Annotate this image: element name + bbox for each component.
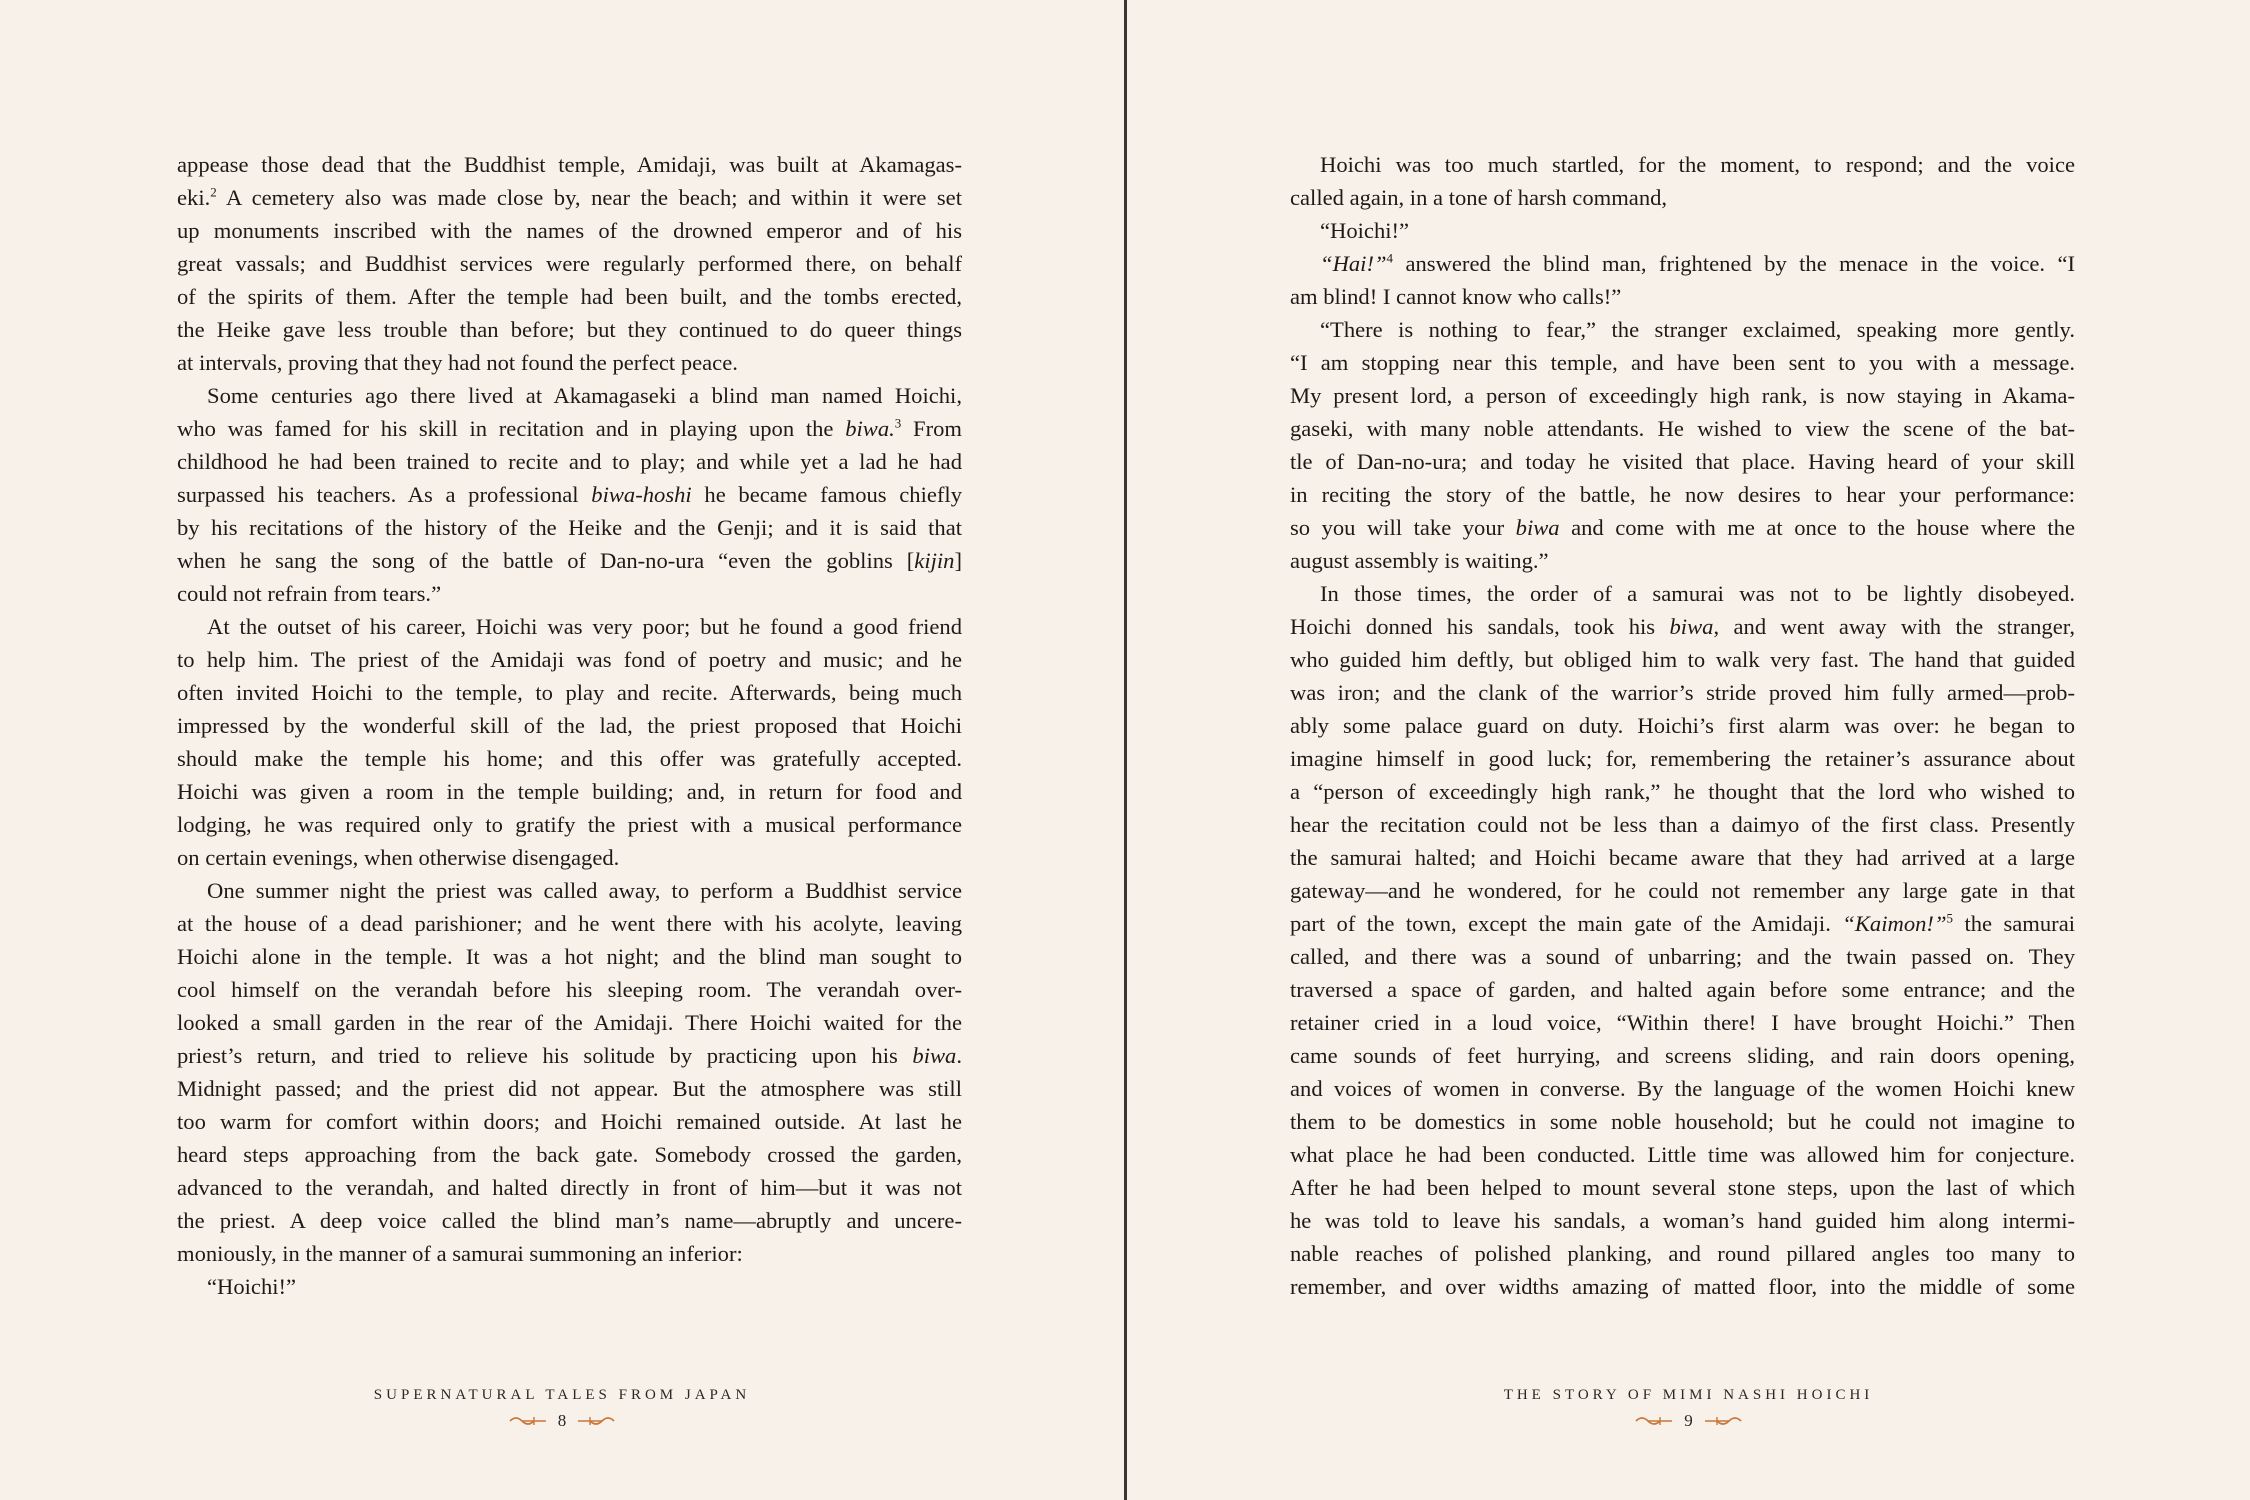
text-line: moniously, in the manner of a samurai summoning an inferior: — [177, 1241, 743, 1266]
text-line: nable reaches of polished planking, and round pillared angles too many to — [1290, 1241, 2075, 1266]
right-body-text — [1290, 148, 2075, 1303]
text-line: the Heike gave less trouble than before; but they continued to do queer things — [177, 317, 962, 342]
page-number: 9 — [1684, 1411, 1693, 1430]
text-line: eki.$^2$ A cemetery also was made close by, near the beach; and within it were set — [177, 184, 962, 210]
text-line: a “person of exceedingly high rank,” he thought that the lord who wished to — [1290, 779, 2075, 804]
text-line: appease those dead that the Buddhist temple, Amidaji, was built at Akamagas- — [177, 152, 962, 177]
text-line: tle of Dan-no-ura; and today he visited that place. Having heard of your skill — [1290, 449, 2075, 474]
text-line: lodging, he was required only to gratify the priest with a musical performance — [177, 812, 962, 837]
text-line: who was famed for his skill in recitation and in playing upon the biwa.$^3$ From — [177, 415, 962, 441]
page-number: 8 — [557, 1411, 567, 1430]
text-line: advanced to the verandah, and halted directly in front of him—but it was not — [177, 1175, 962, 1200]
text-line: imagine himself in good luck; for, remembering the retainer’s assurance about — [1290, 746, 2075, 771]
text-line: Hoichi donned his sandals, took his biwa, and went away with the stranger, — [1290, 614, 2076, 639]
text-line: gaseki, with many noble attendants. He wished to view the scene of the bat- — [1290, 416, 2075, 441]
ornament-right-icon — [576, 1413, 616, 1429]
ornament-left-icon — [1634, 1413, 1674, 1429]
text-line: when he sang the song of the battle of Dan-no-ura “even the goblins [kijin] — [177, 548, 962, 573]
text-line: Hoichi was given a room in the temple building; and, in return for food and — [177, 779, 962, 804]
right-page — [1127, 0, 2250, 1500]
text-line: he was told to leave his sandals, a woman’s hand guided him along intermi- — [1290, 1208, 2075, 1233]
text-line: often invited Hoichi to the temple, to play and recite. Afterwards, being much — [177, 680, 962, 705]
text-line: After he had been helped to mount several stone steps, upon the last of which — [1290, 1175, 2075, 1200]
text-line: impressed by the wonderful skill of the lad, the priest proposed that Hoichi — [177, 713, 962, 738]
text-line: the priest. A deep voice called the blind man’s name—abruptly and uncere- — [177, 1208, 962, 1233]
text-line: surpassed his teachers. As a professional biwa-hoshi he became famous chiefly — [177, 482, 962, 507]
text-line: of the spirits of them. After the temple had been built, and the tombs erected, — [177, 284, 962, 309]
ornament-left-icon — [508, 1413, 548, 1429]
text-line: “Hoichi!” — [207, 1274, 297, 1299]
text-line: what place he had been conducted. Little time was allowed him for conjecture. — [1290, 1142, 2075, 1167]
text-line: gateway—and he wondered, for he could not remember any large gate in that — [1290, 878, 2075, 903]
text-line: too warm for comfort within doors; and Hoichi remained outside. At last he — [177, 1109, 962, 1134]
text-line: “I am stopping near this temple, and have been sent to you with a message. — [1290, 350, 2075, 375]
text-line: Midnight passed; and the priest did not appear. But the atmosphere was still — [177, 1076, 962, 1101]
footnote-ref[interactable]: 4 — [1386, 250, 1394, 266]
ornament-right-icon — [1703, 1413, 1743, 1429]
text-line: looked a small garden in the rear of the Amidaji. There Hoichi waited for the — [177, 1010, 962, 1035]
left-page — [0, 0, 1124, 1500]
text-line: My present lord, a person of exceedingly high rank, is now staying in Akama- — [1290, 383, 2075, 408]
text-line: “Hai!”$^4$ answered the blind man, frightened by the menace in the voice. “I — [1320, 250, 2076, 276]
text-line: At the outset of his career, Hoichi was very poor; but he found a good friend — [207, 614, 962, 639]
text-line: could not refrain from tears.” — [177, 581, 442, 606]
text-line: Some centuries ago there lived at Akamagaseki a blind man named Hoichi, — [207, 383, 962, 408]
text-line: priest’s return, and tried to relieve his solitude by practicing upon his biwa. — [177, 1043, 962, 1068]
text-line: “Hoichi!” — [1320, 218, 1410, 243]
text-line: remember, and over widths amazing of matted floor, into the middle of some — [1290, 1274, 2075, 1299]
text-line: ably some palace guard on duty. Hoichi’s first alarm was over: he began to — [1290, 713, 2075, 738]
text-line: to help him. The priest of the Amidaji was fond of poetry and music; and he — [177, 647, 962, 672]
text-line: hear the recitation could not be less than a daimyo of the first class. Presently — [1290, 812, 2075, 837]
text-line: In those times, the order of a samurai was not to be lightly disobeyed. — [1320, 581, 2075, 606]
text-line: cool himself on the verandah before his sleeping room. The verandah over- — [177, 977, 962, 1002]
running-head: THE STORY OF MIMI NASHI HOICHI — [1503, 1387, 1874, 1403]
text-line: the samurai halted; and Hoichi became aware that they had arrived at a large — [1290, 845, 2075, 870]
text-line: One summer night the priest was called away, to perform a Buddhist service — [207, 878, 962, 903]
text-line: august assembly is waiting.” — [1290, 548, 1549, 573]
text-line: and voices of women in converse. By the language of the women Hoichi knew — [1290, 1076, 2075, 1101]
text-line: great vassals; and Buddhist services were regularly performed there, on behalf — [177, 251, 962, 276]
text-line: am blind! I cannot know who calls!” — [1290, 284, 1622, 309]
text-line: on certain evenings, when otherwise disengaged. — [177, 845, 620, 870]
folio-block — [1127, 1411, 2250, 1431]
running-head: SUPERNATURAL TALES FROM JAPAN — [373, 1387, 751, 1403]
text-line: should make the temple his home; and this offer was gratefully accepted. — [177, 746, 962, 771]
text-line: part of the town, except the main gate of the Amidaji. “Kaimon!”$^5$ the samurai — [1290, 910, 2076, 936]
text-line: in reciting the story of the battle, he now desires to hear your performance: — [1290, 482, 2075, 507]
footnote-ref[interactable]: 5 — [1946, 910, 1954, 926]
text-line: was iron; and the clank of the warrior’s stride proved him fully armed—prob- — [1290, 680, 2075, 705]
text-line: came sounds of feet hurrying, and screens sliding, and rain doors opening, — [1290, 1043, 2075, 1068]
footnote-ref[interactable]: 2 — [210, 184, 217, 200]
text-line: called, and there was a sound of unbarring; and the twain passed on. They — [1290, 944, 2075, 969]
text-line: Hoichi was too much startled, for the moment, to respond; and the voice — [1320, 152, 2075, 177]
text-line: them to be domestics in some noble household; but he could not imagine to — [1290, 1109, 2075, 1134]
folio-block — [0, 1411, 1124, 1431]
text-line: Hoichi alone in the temple. It was a hot night; and the blind man sought to — [177, 944, 962, 969]
text-line: “There is nothing to fear,” the stranger exclaimed, speaking more gently. — [1320, 317, 2075, 342]
text-line: heard steps approaching from the back gate. Somebody crossed the garden, — [177, 1142, 962, 1167]
text-line: so you will take your biwa and come with me at once to the house where the — [1290, 515, 2075, 540]
text-line: who guided him deftly, but obliged him to walk very fast. The hand that guided — [1290, 647, 2075, 672]
text-line: childhood he had been trained to recite and to play; and while yet a lad he had — [177, 449, 962, 474]
text-line: at intervals, proving that they had not found the perfect peace. — [177, 350, 738, 375]
text-line: called again, in a tone of harsh command, — [1290, 185, 1668, 210]
text-line: retainer cried in a loud voice, “Within there! I have brought Hoichi.” Then — [1290, 1010, 2075, 1035]
footnote-ref[interactable]: 3 — [894, 415, 902, 431]
text-line: at the house of a dead parishioner; and he went there with his acolyte, leaving — [177, 911, 962, 936]
text-line: traversed a space of garden, and halted again before some entrance; and the — [1290, 977, 2075, 1002]
text-line: up monuments inscribed with the names of the drowned emperor and of his — [177, 218, 962, 243]
left-body-text — [177, 148, 962, 1303]
text-line: by his recitations of the history of the Heike and the Genji; and it is said that — [177, 515, 962, 540]
